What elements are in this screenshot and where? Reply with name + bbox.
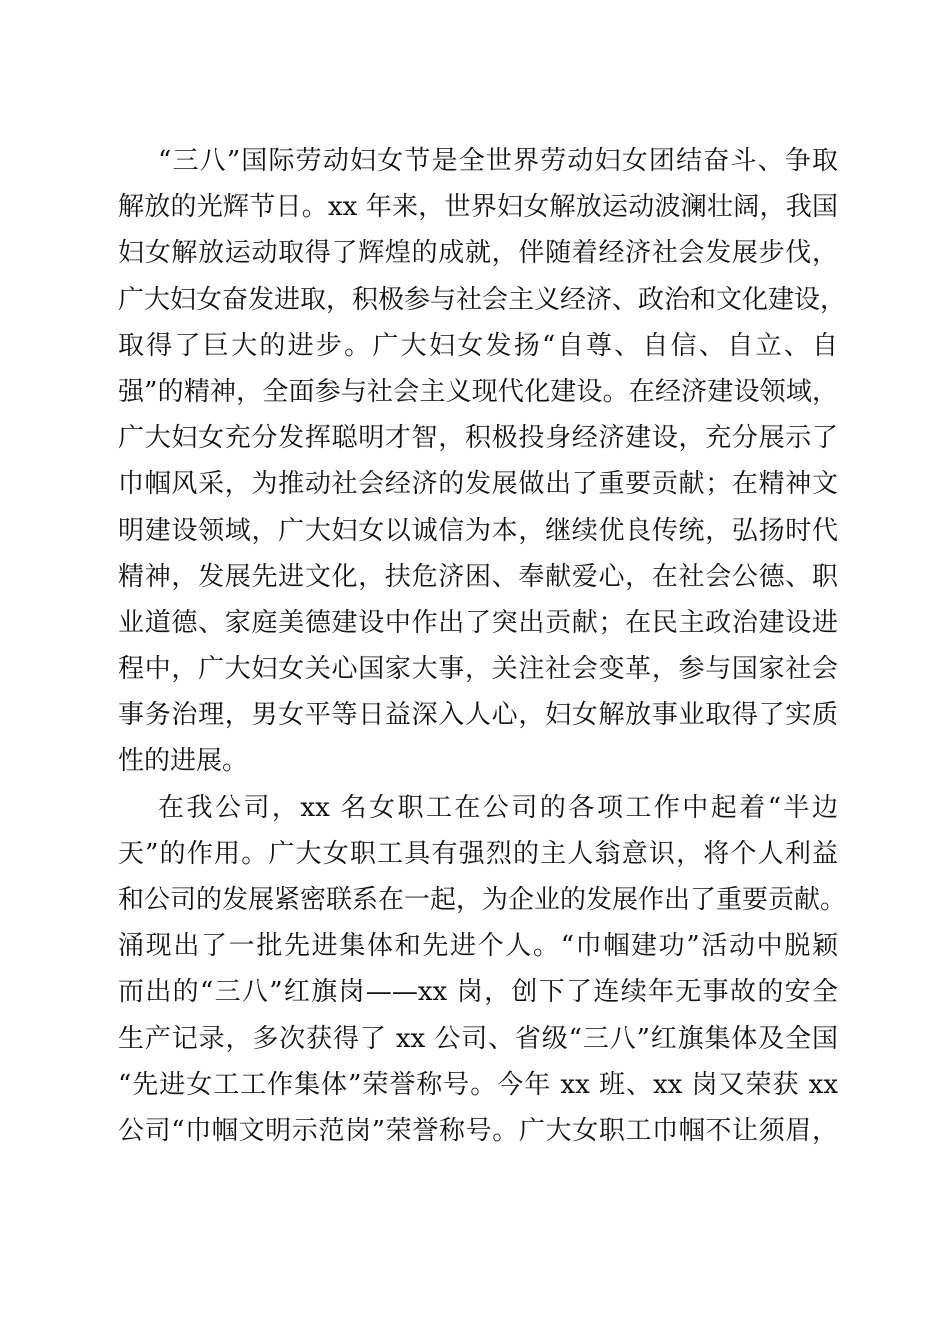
paragraph-1-line-10: 精神，发展先进文化，扶危济困、奉献爱心，在社会公德、职 [118,561,838,592]
paragraph-1-line-8: 巾帼风采，为推动社会经济的发展做出了重要贡献；在精神文 [118,469,838,500]
paragraph-1-line-1: “三八”国际劳动妇女节是全世界劳动妇女团结奋斗、争取 [158,146,838,176]
paragraph-1-line-13: 事务治理，男女平等日益深入人心，妇女解放事业取得了实质 [118,700,838,731]
paragraph-1-line-11: 业道德、家庭美德建设中作出了突出贡献；在民主政治建设进 [118,607,838,638]
paragraph-2-line-2: 天”的作用。广大女职工具有强烈的主人翁意识，将个人利益 [118,838,838,869]
paragraph-2-line-5: 而出的“三八”红旗岗——xx 岗，创下了连续年无事故的安全 [118,977,838,1008]
paragraph-1-line-2: 解放的光辉节日。xx 年来，世界妇女解放运动波澜壮阔，我国 [118,192,838,223]
paragraph-2-line-1: 在我公司，xx 名女职工在公司的各项工作中起着“半边 [158,792,838,823]
paragraph-1-line-14: 性的进展。 [118,746,249,777]
paragraph-1-line-9: 明建设领域，广大妇女以诚信为本，继续优良传统，弘扬时代 [118,515,838,546]
paragraph-2-line-6: 生产记录，多次获得了 xx 公司、省级“三八”红旗集体及全国 [118,1023,838,1054]
paragraph-1-line-5: 取得了巨大的进步。广大妇女发扬“自尊、自信、自立、自 [118,330,838,361]
paragraph-2-line-8: 公司“巾帼文明示范岗”荣誉称号。广大女职工巾帼不让须眉， [118,1115,838,1146]
paragraph-1-line-3: 妇女解放运动取得了辉煌的成就，伴随着经济社会发展步伐， [118,238,838,269]
document-body [118,138,847,1154]
paragraph-1-line-7: 广大妇女充分发挥聪明才智，积极投身经济建设，充分展示了 [118,423,838,454]
paragraph-2-line-4: 涌现出了一批先进集体和先进个人。“巾帼建功”活动中脱颖 [118,931,838,962]
paragraph-2-line-7: “先进女工工作集体”荣誉称号。今年 xx 班、xx 岗又荣获 xx [118,1069,838,1100]
paragraph-1-line-6: 强”的精神，全面参与社会主义现代化建设。在经济建设领域， [118,376,838,407]
paragraph-2-line-3: 和公司的发展紧密联系在一起，为企业的发展作出了重要贡献。 [118,885,847,915]
paragraph-1-line-12: 程中，广大妇女关心国家大事，关注社会变革，参与国家社会 [118,654,838,685]
paragraph-1-line-4: 广大妇女奋发进取，积极参与社会主义经济、政治和文化建设， [118,284,847,315]
